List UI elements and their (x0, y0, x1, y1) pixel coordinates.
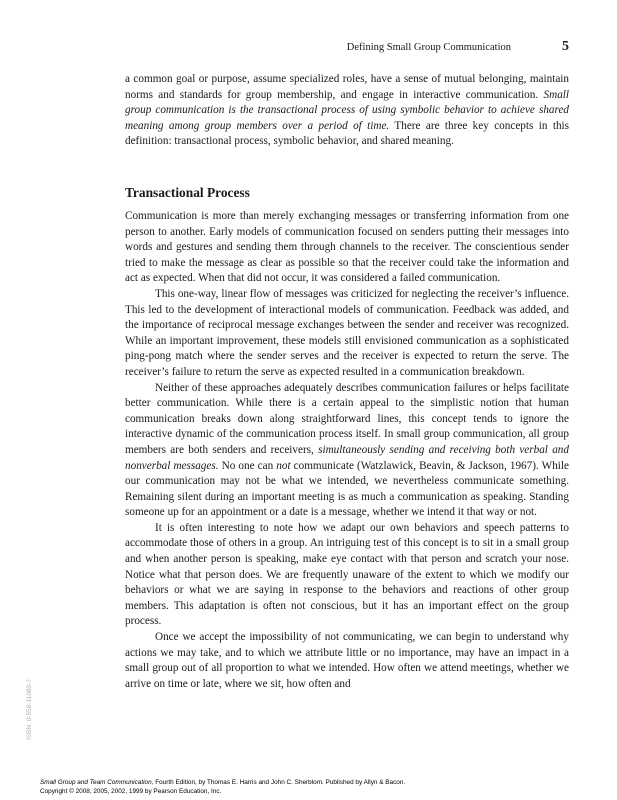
intro-sentence-end: There are three key concepts in this definition: transactional process, symbolic behavior, and shared meaning. (125, 119, 569, 148)
paragraph-5: Once we accept the impossibility of not communicating, we can begin to understand why actions we may take, and to which we attribute little or no importance, may have an impact in a small group out of all proportion to what we intended. How often we attend meetings, whether we arrive on time or late, where we sit, how often and (125, 631, 569, 690)
footer-citation (40, 779, 405, 796)
paragraph-2: This one-way, linear flow of messages was criticized for neglecting the receiver’s influence. This led to the development of interactional models of communication. Feedback was added, and the importance of reciprocal message exchanges between the sender and receiver was recognized. While an important improvement, these models still envisioned communication as a sophisticated ping-pong match where the sender serves and the receiver is expected to return the serve. The receiver’s failure to return the serve as expected resulted in a communication breakdown. (125, 287, 569, 378)
intro-paragraph-block (125, 72, 569, 150)
p3-italic-d: not (276, 459, 291, 472)
p3-text-e: communicate (Watzlawick, Beavin, & Jackson, 1967). While our communication may not be what we intended, we nevertheless communicate something. Remaining silent during an important meeting is as much a communication as speaking. Standing someone up for an appointment or a date is a message, whether we intend it that way or not. (125, 459, 569, 519)
paragraph-1: Communication is more than merely exchanging messages or transferring information from one person to another. Early models of communication focused on senders putting their messages into words and gestures and sending them through channels to the receiver. The conscientious sender tried to make the message as clear as possible so that the receiver could take the information and act as expected. When that did not occur, it was considered a failed communication. (125, 210, 569, 285)
footer-citation-rest: Fourth Edition, by Thomas E. Harris and John C. Sherblom. Published by Allyn & Bacon. (153, 779, 406, 786)
paragraph-3 (125, 381, 569, 521)
p3-italic-b: simultaneously sending and receiving both verbal and nonverbal messages. (125, 443, 569, 472)
isbn-sidebar-text: ISBN: 0-558-11080-7 (26, 679, 33, 740)
section-body (125, 209, 569, 692)
paragraph-4: It is often interesting to note how we adapt our own behaviors and speech patterns to accommodate those of others in a group. An intriguing test of this concept is to sit in a small group and when another person is speaking, make eye contact with that person and scratch your nose. Notice what that person does. We are frequently unaware of the extent to which we modify our behaviors or what we are saying in response to the behaviors and reactions of other group members. This adaptation is often not conscious, but it has an important effect on the group process. (125, 521, 569, 628)
p3-text-c: No one can (218, 459, 277, 472)
intro-paragraph (125, 72, 569, 150)
page-number: 5 (562, 39, 569, 54)
footer-copyright: Copyright © 2008, 2005, 2002, 1999 by Pearson Education, Inc. (40, 787, 222, 795)
section-heading: Transactional Process (125, 185, 250, 200)
running-title: Defining Small Group Communication (346, 42, 511, 53)
footer-book-title: Small Group and Team Communication, (40, 779, 154, 786)
p3-text-a: Neither of these approaches adequately describes communication failures or helps facilitate better communication. While there is a certain appeal to the simplistic notion that human communication breaks down along straightforward lines, this concept tends to ignore the interactive dynamic of the communication process itself. In small group communication, all group members are both senders and receivers, (125, 381, 569, 456)
definition-italic: Small group communication is the transactional process of using symbolic behavior to achieve shared meaning among group members over a period of time. (125, 88, 569, 132)
intro-sentence: a common goal or purpose, assume specialized roles, have a sense of mutual belonging, maintain norms and standards for group membership, and engage in interactive communication. (125, 73, 569, 101)
running-head (125, 40, 569, 56)
footer-line-1 (40, 779, 405, 788)
